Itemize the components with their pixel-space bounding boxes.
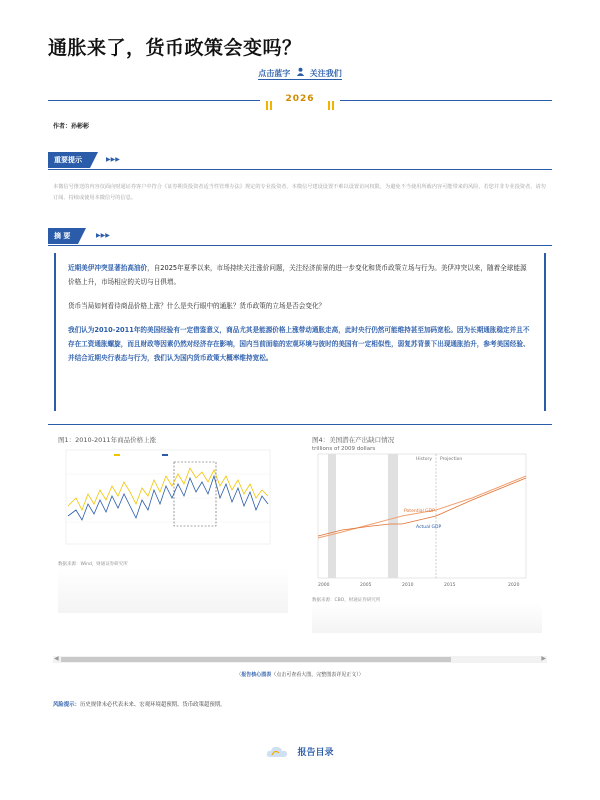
abstract-p1-text: ，自2025年夏季以来，市场持续关注涨价问题，关注经济前景的进一步变化和货币政策立场与行为。美伊冲突以来，随着全球能源价格上升，市场相应的关切与日俱增。 <box>68 264 527 286</box>
chart-note-right-icon: 〉 <box>358 672 364 678</box>
notice-heading: 重要提示 <box>48 152 90 168</box>
follow-banner[interactable] <box>0 67 600 79</box>
chart-note-left-icon: 〈 <box>236 672 242 678</box>
follow-right-text[interactable]: 关注我们 <box>309 69 342 78</box>
toc-banner[interactable] <box>0 741 600 760</box>
scroll-right-icon[interactable]: ▶ <box>541 655 546 662</box>
risk-label: 风险提示： <box>53 702 80 708</box>
abstract-heading: 摘 要 <box>48 228 78 244</box>
author-line: 作者：孙彬彬 <box>53 123 90 130</box>
cloud-icon <box>266 741 293 760</box>
toc-label[interactable]: 报告目录 <box>297 748 334 758</box>
notice-underline <box>48 169 552 170</box>
abstract-highlight: 近期美伊冲突显著抬高油价 <box>68 264 148 272</box>
abstract-paragraph-1 <box>68 261 532 289</box>
abstract-underline <box>48 245 552 246</box>
abstract-paragraph-2: 货币当局如何看待商品价格上涨？什么是央行眼中的通胀？货币政策的立场是否会变化？ <box>68 302 326 310</box>
figure-2-history-label: History <box>416 457 433 462</box>
figure-1[interactable] <box>58 435 288 613</box>
notice-heading-bar <box>48 152 552 170</box>
figure-2-projection-label: Projection <box>440 457 463 462</box>
abstract-paragraph-3: 我们认为2010-2011年的美国经验有一定借鉴意义，商品尤其是能源价格上涨带动通胀走高，此时央行仍然可能维持甚至加码宽松。因为长期通胀稳定并且不存在工资通胀螺旋，而且财政等因素仍然对经济存在影响，国内当前面临的宏观环境与彼时的美国有一定相似性，弱复苏背景下出现通胀抬升，参考美国经验、并结合近期央行表态与行为，我们认为国内货币政策大概率维持宽松。 <box>68 326 530 362</box>
figure-1-source: 数据来源：Wind，财通证券研究所 <box>58 562 128 567</box>
figure-1-caption: 图1：2010-2011年商品价格上涨 <box>58 436 157 444</box>
figure-2[interactable] <box>312 435 542 633</box>
abstract-box <box>54 253 546 411</box>
chart-note-text: （点击可查看大图，完整图表详见正文） <box>271 672 359 678</box>
figure-2-actual-label: Actual GDP <box>416 525 442 530</box>
figure-2-potential-label: Potential GDP <box>404 509 435 514</box>
chart-note-label: 报告核心图表 <box>241 672 272 678</box>
follow-underline <box>258 79 342 80</box>
figure-1-fade <box>58 567 288 613</box>
notice-text: 本微信号推送的内容仅面向财通证券客户中符合《证券期货投资者适当性管理办法》规定的专业投资者。本微信号建设设置不难以设置访问权限，为避免不当使用所载内容可能带来的风险，若您并非专业投资者，请勿订阅、持续或使用本微信号的信息。 <box>53 184 546 201</box>
figures-scrollbar[interactable] <box>53 656 547 663</box>
year-label: 2026 <box>285 94 315 104</box>
abstract-heading-bar <box>48 228 552 246</box>
page-title: 通胀来了，货币政策会变吗？ <box>48 37 302 59</box>
figure-2-xtick: 2005 <box>360 583 372 588</box>
heading-dots: ▶▶▶ <box>96 232 110 239</box>
divider-line-right <box>340 100 552 101</box>
heading-dots: ▶▶▶ <box>106 156 120 163</box>
chart-note[interactable] <box>0 671 600 678</box>
risk-text: 历史规律未必代表未来、宏观环境超预期、货币政策超预期。 <box>79 702 226 708</box>
figure-2-chart <box>312 452 532 592</box>
figure-2-xtick: 2020 <box>508 583 520 588</box>
figure-2-source: 数据来源：CBO，财通证券研究所 <box>312 598 381 603</box>
figure-1-chart <box>58 446 278 556</box>
person-pin-icon <box>293 67 307 78</box>
follow-left-text[interactable]: 点击蓝字 <box>258 69 291 78</box>
scrollbar-thumb[interactable] <box>61 657 451 662</box>
figure-2-fade <box>312 603 542 633</box>
figure-2-xtick: 2000 <box>318 583 330 588</box>
figure-2-xtick: 2010 <box>402 583 414 588</box>
figures-divider <box>48 424 552 425</box>
figure-2-caption: 图4：美国潜在产出缺口情况 <box>312 436 395 444</box>
figure-2-xtick: 2015 <box>444 583 456 588</box>
risk-warning <box>53 700 226 708</box>
year-divider <box>48 92 552 108</box>
scroll-left-icon[interactable]: ◀ <box>54 655 59 662</box>
divider-ticks-right <box>328 95 338 105</box>
figure-2-unit: trillions of 2009 dollars <box>312 446 376 452</box>
